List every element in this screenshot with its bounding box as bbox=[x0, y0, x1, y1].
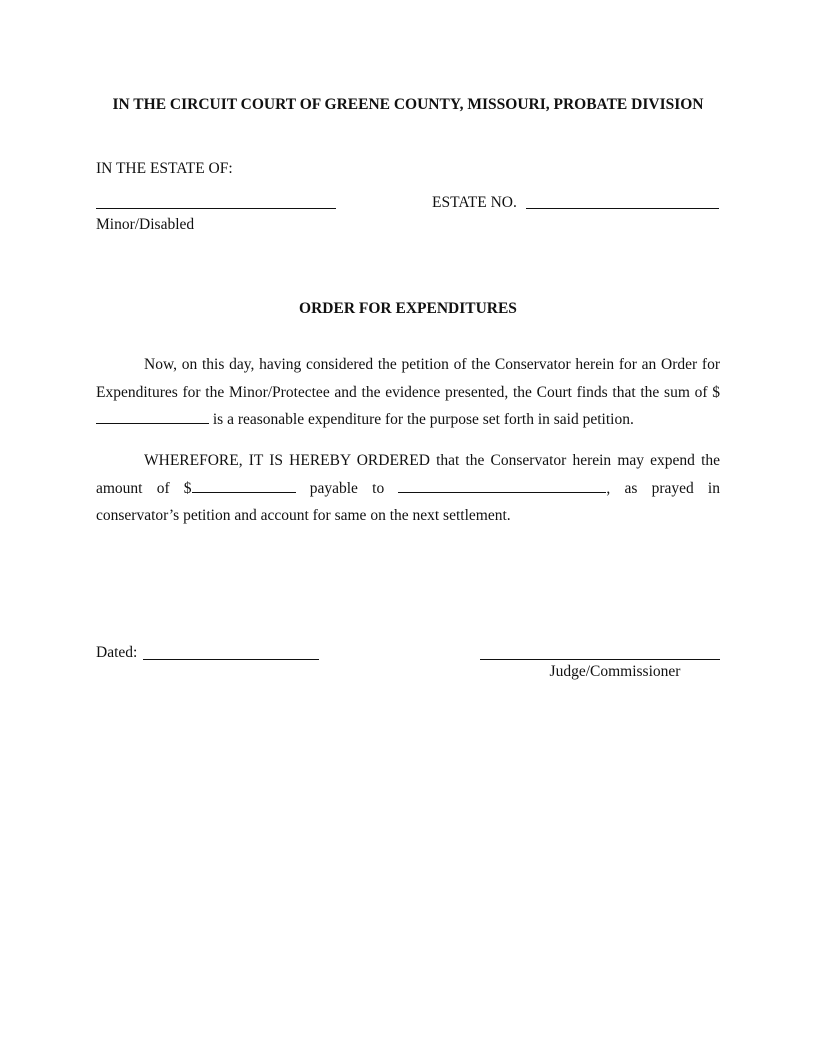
sum-amount-field[interactable] bbox=[96, 409, 209, 424]
findings-paragraph bbox=[96, 351, 720, 434]
order-text-end: , as prayed in conservator’s petition and account for same on the next settlement. bbox=[96, 479, 720, 524]
minor-disabled-label: Minor/Disabled bbox=[96, 216, 195, 233]
judge-signature-field[interactable] bbox=[480, 659, 720, 660]
dated-field[interactable] bbox=[143, 659, 319, 660]
estate-of-label: IN THE ESTATE OF: bbox=[96, 160, 233, 177]
findings-text-end: is a reasonable expenditure for the purpose set forth in said petition. bbox=[209, 411, 634, 428]
dated-label: Dated: bbox=[96, 644, 138, 661]
expend-amount-field[interactable] bbox=[192, 478, 296, 493]
estate-number-field[interactable] bbox=[526, 208, 719, 209]
findings-text-start: Now, on this day, having considered the petition of the Conservator herein for an Order for Expenditures for the Minor/Protectee and the evidence presented, the Court finds that the sum of $ bbox=[96, 356, 720, 401]
court-title: IN THE CIRCUIT COURT OF GREENE COUNTY, MISSOURI, PROBATE DIVISION bbox=[112, 96, 704, 113]
estate-number-label: ESTATE NO. bbox=[432, 194, 517, 211]
payable-to-text: payable to bbox=[295, 479, 399, 497]
order-paragraph bbox=[96, 447, 720, 530]
order-text-start: WHEREFORE, IT IS HEREBY ORDERED that the Conservator herein may expend the amount of $ bbox=[96, 452, 720, 497]
payee-field[interactable] bbox=[398, 478, 606, 493]
order-title: ORDER FOR EXPENDITURES bbox=[299, 300, 517, 317]
judge-commissioner-label: Judge/Commissioner bbox=[549, 663, 681, 680]
estate-name-field[interactable] bbox=[96, 208, 336, 209]
